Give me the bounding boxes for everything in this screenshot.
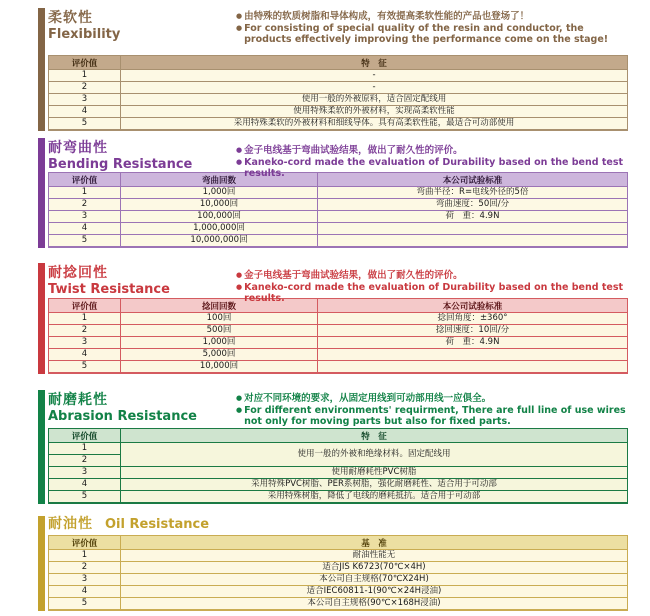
col-header-feature: 特 征 <box>121 429 628 443</box>
standard-cell: 荷 重：4.9N <box>318 211 628 223</box>
twist-grade-table <box>48 298 628 374</box>
table-row <box>49 313 628 325</box>
grade-cell: 1 <box>49 443 121 455</box>
section-bullets <box>236 138 628 180</box>
bullet-item <box>236 393 628 405</box>
grade-cell: 2 <box>49 455 121 467</box>
section-bullets <box>236 8 628 46</box>
grade-cell: 1 <box>49 313 121 325</box>
section-bullets <box>236 390 628 428</box>
standard-cell: 弯曲速度：50回/分 <box>318 199 628 211</box>
bending-grade-table <box>48 172 628 248</box>
bullet-icon: ● <box>236 23 243 32</box>
section-title-en: Abrasion Resistance <box>48 409 197 424</box>
count-cell: 100,000回 <box>121 211 318 223</box>
feature-cell: 使用特殊柔软的外被材料，实现高柔软性能 <box>121 106 628 118</box>
table-row <box>49 562 628 574</box>
standard-cell: 捻回速度：10回/分 <box>318 325 628 337</box>
bullet-item <box>236 405 628 428</box>
table-row <box>49 349 628 361</box>
table-row <box>49 187 628 199</box>
col-header-standard: 基 准 <box>121 536 628 550</box>
standard-cell: 适合IEC60811-1(90℃×24H浸油) <box>121 586 628 598</box>
standard-cell <box>318 349 628 361</box>
bullet-icon: ● <box>236 146 243 154</box>
accent-bar <box>38 8 45 131</box>
accent-bar <box>38 138 45 248</box>
bullet-icon: ● <box>236 271 243 279</box>
bullet-icon: ● <box>236 157 243 166</box>
section-title-en: Flexibility <box>48 27 121 42</box>
col-header-grade: 评价值 <box>49 173 121 187</box>
grade-cell: 5 <box>49 598 121 611</box>
table-row <box>49 70 628 82</box>
table-header-row <box>49 56 628 70</box>
section-title-zh: 耐弯曲性 <box>48 140 108 156</box>
grade-cell: 5 <box>49 491 121 504</box>
table-row <box>49 235 628 248</box>
grade-cell: 4 <box>49 106 121 118</box>
grade-cell: 2 <box>49 562 121 574</box>
feature-cell: 使用耐磨耗性PVC树脂 <box>121 467 628 479</box>
col-header-grade: 评价值 <box>49 56 121 70</box>
table-row <box>49 118 628 131</box>
col-header-grade: 评价值 <box>49 536 121 550</box>
accent-bar <box>38 263 45 374</box>
section-title-zh: 耐油性 <box>48 516 93 532</box>
count-cell: 100回 <box>121 313 318 325</box>
section-flexibility <box>38 8 628 131</box>
table-header-row <box>49 429 628 443</box>
grade-cell: 4 <box>49 349 121 361</box>
grade-cell: 3 <box>49 574 121 586</box>
bullet-item <box>236 11 628 23</box>
section-bending-resistance <box>38 138 628 248</box>
feature-cell: 采用特殊PVC树脂、PER系树脂，强化耐磨耗性、适合用于可动部 <box>121 479 628 491</box>
grade-cell: 1 <box>49 550 121 562</box>
feature-cell: - <box>121 70 628 82</box>
section-bullets <box>236 263 628 305</box>
feature-cell: 采用特殊树脂，降低了电线的磨耗抵抗。适合用于可动部 <box>121 491 628 504</box>
table-row <box>49 106 628 118</box>
bullet-text: 由特殊的软质树脂和导体构成，有效提高柔软性能的产品也登场了！ <box>244 11 530 22</box>
grade-cell: 4 <box>49 586 121 598</box>
section-abrasion-resistance <box>38 390 628 504</box>
table-row <box>49 325 628 337</box>
table-row <box>49 550 628 562</box>
grade-cell: 5 <box>49 361 121 374</box>
count-cell: 1,000回 <box>121 337 318 349</box>
abrasion-grade-table <box>48 428 628 504</box>
col-header-grade: 评价值 <box>49 429 121 443</box>
grade-cell: 4 <box>49 223 121 235</box>
table-header-row <box>49 536 628 550</box>
grade-cell: 2 <box>49 82 121 94</box>
grade-cell: 1 <box>49 70 121 82</box>
standard-cell: 捻回角度：±360° <box>318 313 628 325</box>
section-title-en: Twist Resistance <box>48 282 170 297</box>
grade-cell: 3 <box>49 337 121 349</box>
section-titles <box>48 263 236 297</box>
bullet-text: For different environments' requirment, There are full line of use wires not only for moving parts but also for fixed parts. <box>244 404 626 427</box>
table-row <box>49 223 628 235</box>
table-row <box>49 467 628 479</box>
grade-cell: 3 <box>49 94 121 106</box>
section-title-en: Bending Resistance <box>48 157 193 172</box>
bullet-text: 金子电线基于弯曲试验结果，做出了耐久性的评价。 <box>244 145 463 156</box>
standard-cell: 耐油性能无 <box>121 550 628 562</box>
grade-cell: 3 <box>49 211 121 223</box>
bullet-item <box>236 23 628 46</box>
grade-cell: 5 <box>49 235 121 248</box>
section-twist-resistance <box>38 263 628 374</box>
grade-cell: 3 <box>49 467 121 479</box>
bullet-icon: ● <box>236 405 243 414</box>
bullet-text: 金子电线基于弯曲试验结果，做出了耐久性的评价。 <box>244 270 463 281</box>
section-title-zh: 柔软性 <box>48 10 93 26</box>
standard-cell: 本公司自主规格(90℃×168H浸油) <box>121 598 628 611</box>
table-row <box>49 94 628 106</box>
count-cell: 10,000回 <box>121 361 318 374</box>
feature-cell: 采用特殊柔软的外被材料和细线导体。具有高柔软性能，最适合可动部使用 <box>121 118 628 131</box>
col-header-count: 捻回回数 <box>121 299 318 313</box>
standard-cell <box>318 361 628 374</box>
count-cell: 10,000回 <box>121 199 318 211</box>
col-header-standard: 本公司试验标准 <box>318 299 628 313</box>
col-header-count: 弯曲回数 <box>121 173 318 187</box>
section-title-zh: 耐捻回性 <box>48 265 108 281</box>
table-row <box>49 211 628 223</box>
section-titles <box>48 390 236 424</box>
standard-cell: 本公司自主规格(70℃X24H) <box>121 574 628 586</box>
count-cell: 1,000,000回 <box>121 223 318 235</box>
bullet-text: Kaneko-cord made the evaluation of Durability based on the bend test results. <box>244 281 624 304</box>
feature-cell-merged: 使用一般的外被和绝缘材料。固定配线用 <box>121 443 628 467</box>
grade-cell: 5 <box>49 118 121 131</box>
standard-cell <box>318 235 628 248</box>
count-cell: 500回 <box>121 325 318 337</box>
table-row <box>49 82 628 94</box>
section-title-zh: 耐磨耗性 <box>48 392 108 408</box>
table-row <box>49 337 628 349</box>
count-cell: 10,000,000回 <box>121 235 318 248</box>
bullet-text: For consisting of special quality of the resin and conductor, the products effectively improving the performance come on the stage! <box>244 22 609 45</box>
grade-cell: 2 <box>49 199 121 211</box>
section-titles <box>48 138 236 172</box>
bullet-icon: ● <box>236 12 243 20</box>
bullet-item <box>236 270 628 282</box>
grade-cell: 2 <box>49 325 121 337</box>
section-title-en: Oil Resistance <box>105 517 210 532</box>
accent-bar <box>38 516 45 611</box>
bullet-text: Kaneko-cord made the evaluation of Durability based on the bend test results. <box>244 156 624 179</box>
table-row <box>49 491 628 504</box>
section-oil-resistance <box>38 516 628 611</box>
table-row <box>49 574 628 586</box>
table-row <box>49 479 628 491</box>
accent-bar <box>38 390 45 504</box>
bullet-item <box>236 145 628 157</box>
bullet-item <box>236 157 628 180</box>
section-titles <box>48 8 236 42</box>
col-header-feature: 特 征 <box>121 56 628 70</box>
col-header-standard: 本公司试验标准 <box>318 173 628 187</box>
section-titles <box>48 516 209 533</box>
feature-cell: 使用一般的外被原料，适合固定配线用 <box>121 94 628 106</box>
bullet-icon: ● <box>236 282 243 291</box>
table-row <box>49 598 628 611</box>
grade-cell: 1 <box>49 187 121 199</box>
grade-cell: 4 <box>49 479 121 491</box>
standard-cell: 荷 重：4.9N <box>318 337 628 349</box>
feature-cell: - <box>121 82 628 94</box>
bullet-icon: ● <box>236 394 243 402</box>
bullet-item <box>236 282 628 305</box>
table-row <box>49 586 628 598</box>
table-row <box>49 361 628 374</box>
standard-cell: 弯曲半径：R=电线外径的5倍 <box>318 187 628 199</box>
count-cell: 1,000回 <box>121 187 318 199</box>
oil-grade-table <box>48 535 628 611</box>
bullet-text: 对应不同环境的要求，从固定用线到可动部用线一应俱全。 <box>244 393 492 404</box>
count-cell: 5,000回 <box>121 349 318 361</box>
standard-cell <box>318 223 628 235</box>
table-row <box>49 199 628 211</box>
table-row <box>49 443 628 455</box>
standard-cell: 适合JIS K6723(70℃×4H) <box>121 562 628 574</box>
flexibility-grade-table <box>48 55 628 131</box>
col-header-grade: 评价值 <box>49 299 121 313</box>
